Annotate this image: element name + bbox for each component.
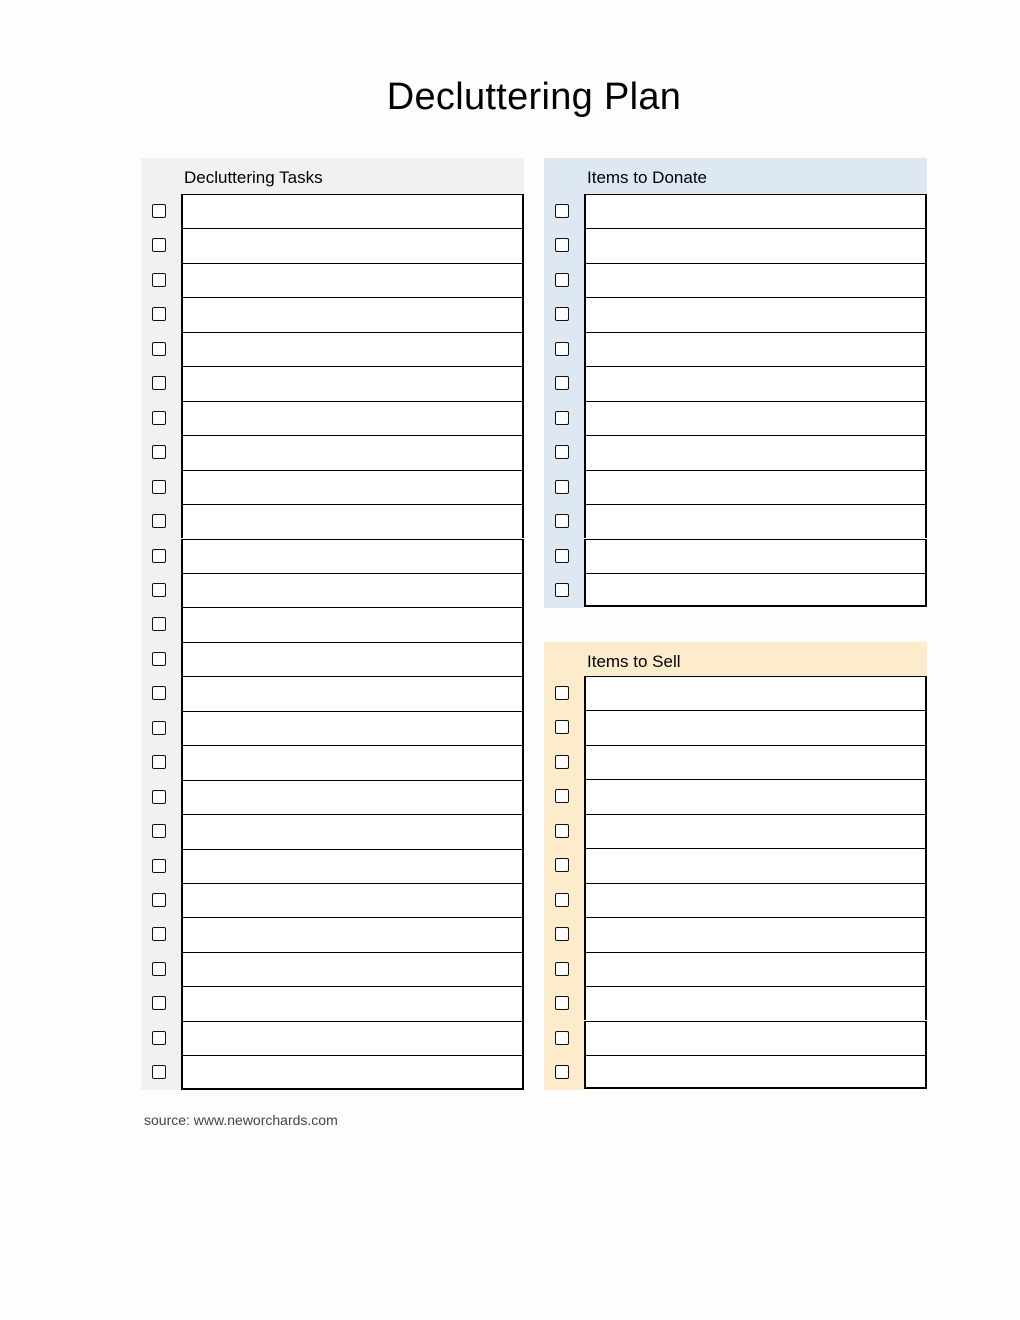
checkbox[interactable] — [555, 342, 569, 356]
checkbox[interactable] — [152, 273, 166, 287]
write-in-field[interactable] — [181, 676, 524, 710]
list-row — [544, 228, 927, 262]
list-row — [141, 986, 524, 1020]
checkbox[interactable] — [555, 755, 569, 769]
list-row — [544, 848, 927, 882]
list-row — [544, 952, 927, 986]
checkbox[interactable] — [152, 583, 166, 597]
write-in-field[interactable] — [584, 676, 927, 710]
list-row — [544, 194, 927, 228]
checkbox[interactable] — [152, 859, 166, 873]
write-in-field[interactable] — [584, 573, 927, 607]
section-title: Decluttering Tasks — [184, 168, 323, 187]
write-in-field[interactable] — [584, 986, 927, 1020]
write-in-field[interactable] — [181, 194, 524, 228]
list-row — [141, 470, 524, 504]
section-header — [141, 158, 524, 194]
write-in-field[interactable] — [181, 228, 524, 262]
checkbox[interactable] — [555, 583, 569, 597]
write-in-field[interactable] — [584, 228, 927, 262]
write-in-field[interactable] — [181, 573, 524, 607]
checkbox[interactable] — [152, 549, 166, 563]
source-credit: source: www.neworchards.com — [144, 1112, 338, 1128]
list-row — [141, 1021, 524, 1055]
list-row — [141, 401, 524, 435]
write-in-field[interactable] — [584, 539, 927, 573]
list-row — [141, 917, 524, 951]
checkbox[interactable] — [555, 549, 569, 563]
list-row — [141, 228, 524, 262]
list-row — [544, 504, 927, 538]
list-row — [544, 332, 927, 366]
donate-rows — [544, 194, 927, 608]
checkbox[interactable] — [555, 411, 569, 425]
write-in-field[interactable] — [584, 332, 927, 366]
section-title: Items to Donate — [587, 168, 708, 187]
list-row — [141, 780, 524, 814]
write-in-field[interactable] — [584, 401, 927, 435]
checkbox[interactable] — [555, 273, 569, 287]
write-in-field[interactable] — [181, 917, 524, 951]
sell-rows — [544, 676, 927, 1090]
checkbox[interactable] — [152, 1031, 166, 1045]
checkbox[interactable] — [555, 996, 569, 1010]
checkbox[interactable] — [555, 1031, 569, 1045]
list-row — [544, 917, 927, 951]
checkbox[interactable] — [555, 824, 569, 838]
write-in-field[interactable] — [181, 401, 524, 435]
checkbox[interactable] — [555, 480, 569, 494]
checkbox[interactable] — [555, 927, 569, 941]
write-in-field[interactable] — [181, 986, 524, 1020]
list-row — [141, 676, 524, 710]
write-in-field[interactable] — [181, 642, 524, 676]
checkbox[interactable] — [555, 376, 569, 390]
list-row — [141, 263, 524, 297]
list-row — [141, 711, 524, 745]
write-in-field[interactable] — [584, 917, 927, 951]
checkbox[interactable] — [555, 858, 569, 872]
list-row — [141, 952, 524, 986]
write-in-field[interactable] — [181, 780, 524, 814]
write-in-field[interactable] — [584, 504, 927, 538]
write-in-field[interactable] — [181, 814, 524, 848]
write-in-field[interactable] — [584, 848, 927, 882]
checkbox[interactable] — [555, 445, 569, 459]
checkbox[interactable] — [555, 1065, 569, 1079]
list-row — [544, 435, 927, 469]
write-in-field[interactable] — [181, 332, 524, 366]
list-row — [544, 814, 927, 848]
checkbox[interactable] — [555, 204, 569, 218]
write-in-field[interactable] — [584, 435, 927, 469]
list-row — [544, 710, 927, 744]
list-row — [141, 539, 524, 573]
checkbox[interactable] — [152, 962, 166, 976]
checkbox[interactable] — [152, 307, 166, 321]
list-row — [544, 263, 927, 297]
list-row — [141, 332, 524, 366]
checkbox[interactable] — [555, 720, 569, 734]
checkbox[interactable] — [152, 445, 166, 459]
write-in-field[interactable] — [181, 1055, 524, 1089]
write-in-field[interactable] — [181, 711, 524, 745]
write-in-field[interactable] — [181, 849, 524, 883]
list-row — [141, 297, 524, 331]
write-in-field[interactable] — [181, 366, 524, 400]
write-in-field[interactable] — [584, 194, 927, 228]
write-in-field[interactable] — [181, 607, 524, 641]
checkbox[interactable] — [152, 238, 166, 252]
list-row — [141, 607, 524, 641]
list-row — [544, 573, 927, 607]
write-in-field[interactable] — [181, 297, 524, 331]
decluttering-tasks-section — [141, 158, 524, 1090]
checkbox[interactable] — [152, 617, 166, 631]
write-in-field[interactable] — [584, 814, 927, 848]
checkbox[interactable] — [152, 342, 166, 356]
write-in-field[interactable] — [584, 883, 927, 917]
list-row — [141, 745, 524, 779]
checkbox[interactable] — [555, 893, 569, 907]
write-in-field[interactable] — [584, 710, 927, 744]
checkbox[interactable] — [152, 824, 166, 838]
checkbox[interactable] — [152, 514, 166, 528]
list-row — [544, 1055, 927, 1089]
write-in-field[interactable] — [584, 1021, 927, 1055]
task-rows — [141, 194, 524, 1090]
write-in-field[interactable] — [584, 779, 927, 813]
list-row — [141, 849, 524, 883]
write-in-field[interactable] — [181, 470, 524, 504]
write-in-field[interactable] — [181, 745, 524, 779]
checkbox[interactable] — [152, 480, 166, 494]
list-row — [141, 435, 524, 469]
list-row — [141, 573, 524, 607]
checkbox[interactable] — [152, 790, 166, 804]
list-row — [141, 194, 524, 228]
checkbox[interactable] — [152, 652, 166, 666]
checkbox[interactable] — [555, 307, 569, 321]
write-in-field[interactable] — [181, 435, 524, 469]
checkbox[interactable] — [555, 789, 569, 803]
list-row — [544, 883, 927, 917]
write-in-field[interactable] — [584, 470, 927, 504]
write-in-field[interactable] — [584, 297, 927, 331]
list-row — [544, 676, 927, 710]
write-in-field[interactable] — [584, 745, 927, 779]
write-in-field[interactable] — [584, 1055, 927, 1089]
list-row — [141, 366, 524, 400]
checkbox[interactable] — [555, 962, 569, 976]
list-row — [544, 745, 927, 779]
section-header — [544, 642, 927, 678]
checkbox[interactable] — [152, 996, 166, 1010]
list-row — [141, 504, 524, 538]
list-row — [544, 297, 927, 331]
list-row — [544, 366, 927, 400]
checkbox[interactable] — [555, 238, 569, 252]
list-row — [544, 779, 927, 813]
list-row — [141, 814, 524, 848]
write-in-field[interactable] — [181, 539, 524, 573]
list-row — [544, 986, 927, 1020]
write-in-field[interactable] — [181, 263, 524, 297]
section-header — [544, 158, 927, 194]
checkbox[interactable] — [152, 204, 166, 218]
list-row — [141, 1055, 524, 1089]
write-in-field[interactable] — [584, 366, 927, 400]
checkbox[interactable] — [555, 686, 569, 700]
checkbox[interactable] — [152, 686, 166, 700]
items-to-sell-section — [544, 642, 927, 1090]
checkbox[interactable] — [152, 927, 166, 941]
checkbox[interactable] — [152, 755, 166, 769]
write-in-field[interactable] — [181, 952, 524, 986]
section-title: Items to Sell — [587, 652, 681, 671]
checkbox[interactable] — [555, 514, 569, 528]
write-in-field[interactable] — [181, 883, 524, 917]
checkbox[interactable] — [152, 376, 166, 390]
checkbox[interactable] — [152, 411, 166, 425]
checkbox[interactable] — [152, 893, 166, 907]
list-row — [141, 883, 524, 917]
list-row — [544, 401, 927, 435]
list-row — [544, 539, 927, 573]
write-in-field[interactable] — [181, 504, 524, 538]
page-title: Decluttering Plan — [386, 76, 682, 118]
write-in-field[interactable] — [584, 263, 927, 297]
list-row — [141, 642, 524, 676]
list-row — [544, 1021, 927, 1055]
list-row — [544, 470, 927, 504]
checkbox[interactable] — [152, 721, 166, 735]
items-to-donate-section — [544, 158, 927, 608]
write-in-field[interactable] — [181, 1021, 524, 1055]
write-in-field[interactable] — [584, 952, 927, 986]
checkbox[interactable] — [152, 1065, 166, 1079]
